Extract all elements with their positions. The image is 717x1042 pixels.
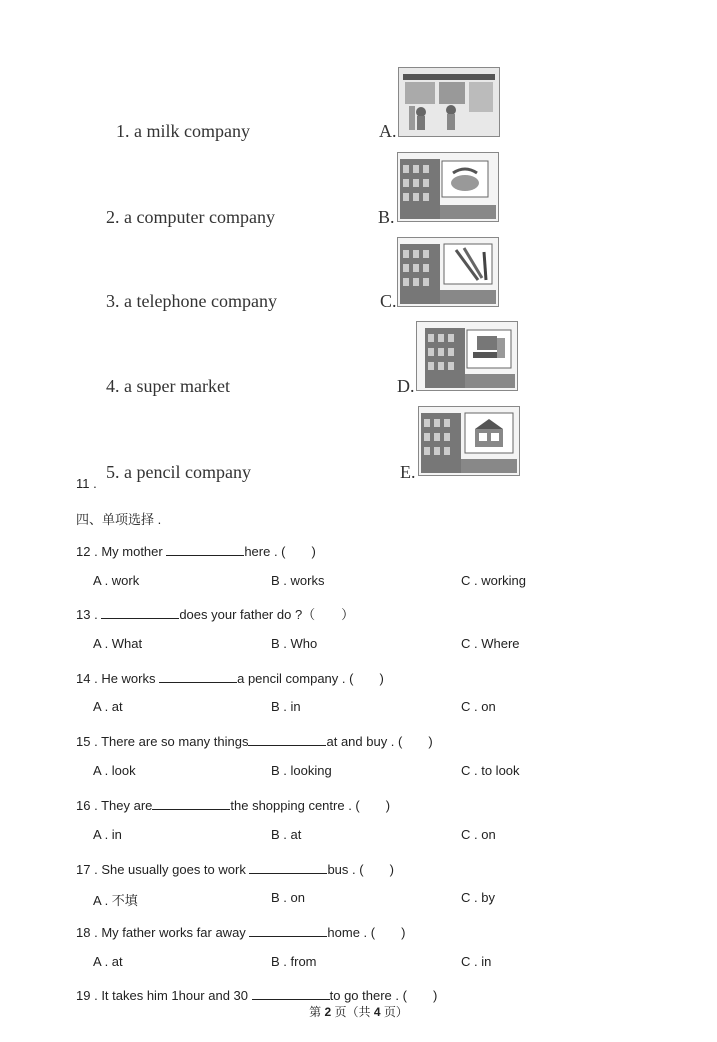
footer-middle: 页（共 xyxy=(331,1005,374,1019)
question-text-pre: There are so many things xyxy=(101,734,249,749)
option-b[interactable]: B . at xyxy=(271,827,302,842)
option-b[interactable]: B . from xyxy=(271,954,317,969)
question-number: 19 . xyxy=(76,988,98,1003)
question-text-post: home . ( ) xyxy=(327,925,406,940)
question-text-pre: My mother xyxy=(101,544,167,559)
option-a[interactable]: A . at xyxy=(93,699,123,714)
option-c[interactable]: C . to look xyxy=(461,763,520,778)
match-letter-b: B. xyxy=(378,207,395,227)
option-b[interactable]: B . on xyxy=(271,890,305,905)
question-14 xyxy=(76,668,384,687)
option-a[interactable]: A . at xyxy=(93,954,123,969)
match-item-1: 1. a milk company xyxy=(116,121,250,141)
footer-page-number: 2 xyxy=(324,1005,332,1019)
option-a[interactable]: A . in xyxy=(93,827,122,842)
option-b[interactable]: B . Who xyxy=(271,636,318,651)
supermarket-shelves-picture xyxy=(398,67,500,137)
computer-building-picture xyxy=(416,321,518,391)
question-18 xyxy=(76,922,405,941)
question-text-post: the shopping centre . ( ) xyxy=(230,798,391,813)
question-12 xyxy=(76,541,316,560)
match-letter-a: A. xyxy=(379,121,397,141)
match-letter-e: E. xyxy=(400,462,416,482)
answer-blank[interactable] xyxy=(248,734,326,746)
answer-blank[interactable] xyxy=(101,607,179,619)
question-number: 14 . xyxy=(76,671,98,686)
question-text-post: a pencil company . ( ) xyxy=(237,671,384,686)
option-b[interactable]: B . in xyxy=(271,699,301,714)
match-letter-d: D. xyxy=(397,376,415,396)
option-a[interactable]: A . 不填 xyxy=(93,893,138,908)
question-text-pre: She usually goes to work xyxy=(101,862,250,877)
option-c[interactable]: C . Where xyxy=(461,636,520,651)
option-b[interactable]: B . looking xyxy=(271,763,332,778)
answer-blank[interactable] xyxy=(252,988,330,1000)
telephone-building-picture xyxy=(397,152,499,222)
question-13 xyxy=(76,604,354,623)
match-item-2: 2. a computer company xyxy=(106,207,275,227)
question-16 xyxy=(76,795,390,814)
question-text-pre: My father works far away xyxy=(101,925,250,940)
match-item-4: 4. a super market xyxy=(106,376,230,396)
answer-blank[interactable] xyxy=(166,544,244,556)
question-number: 15 . xyxy=(76,734,98,749)
question-number: 13 . xyxy=(76,607,98,622)
question-number: 12 . xyxy=(76,544,98,559)
match-item-5: 5. a pencil company xyxy=(106,462,251,482)
question-text-pre: It takes him 1hour and 30 xyxy=(101,988,252,1003)
question-19 xyxy=(76,985,437,1004)
question-text-pre: He works xyxy=(101,671,160,686)
question-text-post: at and buy . ( ) xyxy=(326,734,433,749)
question-text-post: bus . ( ) xyxy=(327,862,394,877)
option-c[interactable]: C . by xyxy=(461,890,495,905)
option-a[interactable]: A . work xyxy=(93,573,140,588)
question-number: 18 . xyxy=(76,925,98,940)
milk-building-picture xyxy=(418,406,520,476)
question-text-post: does your father do ?（ ） xyxy=(179,607,355,622)
match-item-3: 3. a telephone company xyxy=(106,291,277,311)
question-15 xyxy=(76,731,433,750)
page-footer xyxy=(0,1003,717,1020)
option-b[interactable]: B . works xyxy=(271,573,325,588)
question-17 xyxy=(76,859,394,878)
question-text-post: to go there . ( ) xyxy=(329,988,438,1003)
section-heading: 四、单项选择 . xyxy=(76,512,162,527)
answer-blank[interactable] xyxy=(159,671,237,683)
answer-blank[interactable] xyxy=(152,798,230,810)
footer-total-pages: 4 xyxy=(373,1005,381,1019)
footer-prefix: 第 xyxy=(309,1005,325,1019)
answer-blank[interactable] xyxy=(249,862,327,874)
question-number: 16 . xyxy=(76,798,98,813)
footer-suffix: 页） xyxy=(380,1005,408,1019)
question-text-pre: They are xyxy=(101,798,153,813)
option-c[interactable]: C . on xyxy=(461,699,496,714)
option-a[interactable]: A . look xyxy=(93,763,136,778)
option-c[interactable]: C . in xyxy=(461,954,492,969)
option-a[interactable]: A . What xyxy=(93,636,143,651)
match-letter-c: C. xyxy=(380,291,397,311)
option-c[interactable]: C . working xyxy=(461,573,527,588)
question-11-number: 11 . xyxy=(76,476,97,491)
pencil-building-picture xyxy=(397,237,499,307)
question-text-post: here . ( ) xyxy=(244,544,316,559)
option-c[interactable]: C . on xyxy=(461,827,496,842)
answer-blank[interactable] xyxy=(249,925,327,937)
question-number: 17 . xyxy=(76,862,98,877)
